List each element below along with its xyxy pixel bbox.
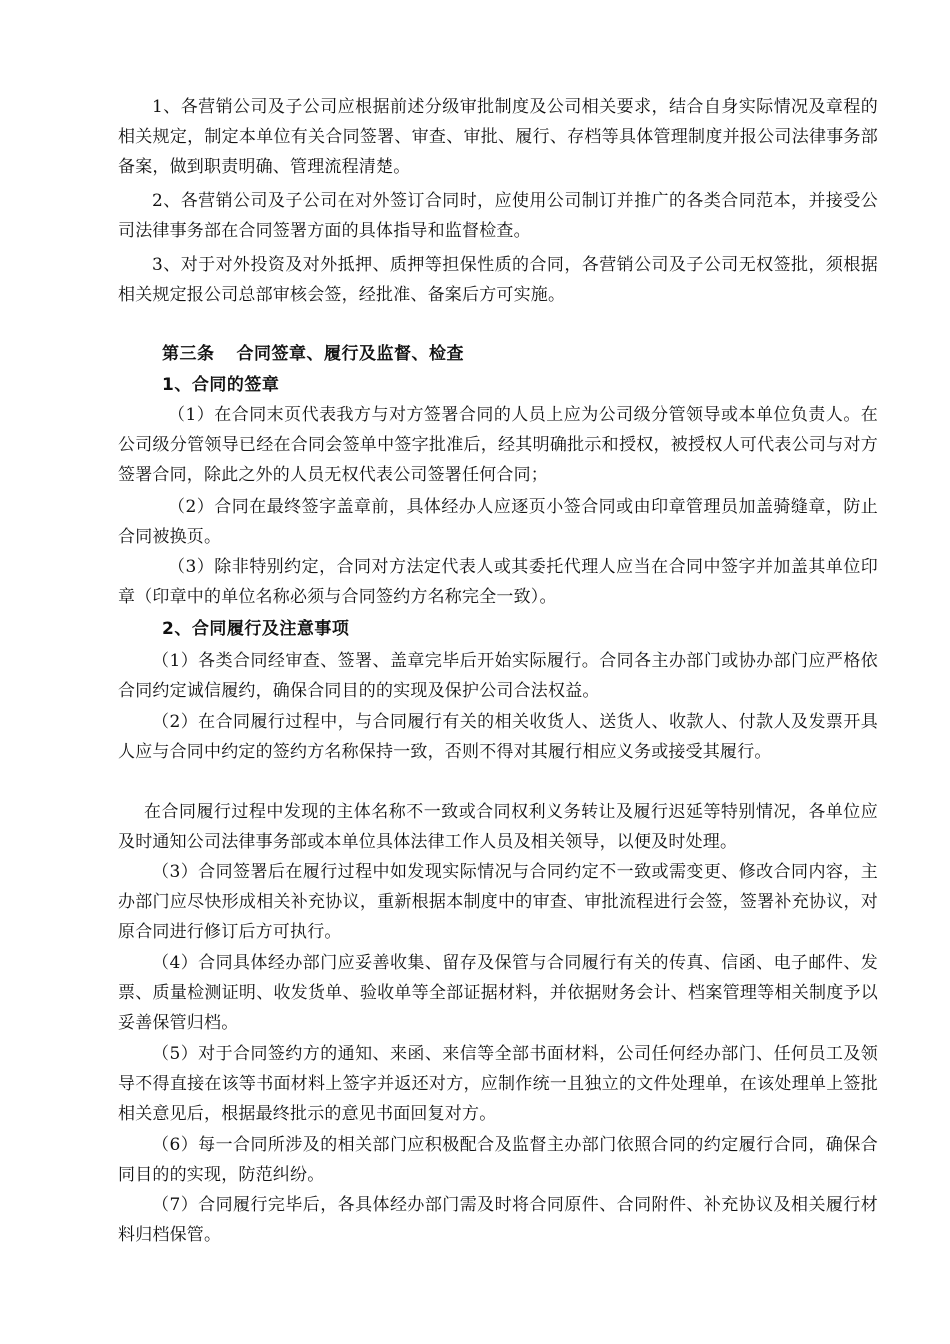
paragraph-department-cooperation: （6）每一合同所涉及的相关部门应积极配合及监督主办部门依照合同的约定履行合同，确保合同目的的实现，防范纠纷。: [118, 1135, 878, 1185]
paragraph-page-initials: （2）合同在最终签字盖章前，具体经办人应逐页小签合同或由印章管理员加盖骑缝章，防止合同被换页。: [118, 497, 878, 547]
paragraph-contract-templates: 2、各营销公司及子公司在对外签订合同时，应使用公司制订并推广的各类合同范本，并接受公司法律事务部在合同签署方面的具体指导和监督检查。: [118, 191, 878, 241]
paragraph-counterparty-seal: （3）除非特别约定，合同对方法定代表人或其委托代理人应当在合同中签字并加盖其单位印章（印章中的单位名称必须与合同签约方名称完全一致）。: [118, 557, 878, 607]
paragraph-completion-archiving: （7）合同履行完毕后，各具体经办部门需及时将合同原件、合同附件、补充协议及相关履行材料归档保管。: [118, 1195, 878, 1245]
article-title: 合同签章、履行及监督、检查: [236, 344, 464, 364]
paragraph-performance-start: （1）各类合同经审查、签署、盖章完毕后开始实际履行。合同各主办部门或协办部门应严格依合同约定诚信履约，确保合同目的的实现及保护公司合法权益。: [118, 651, 878, 701]
paragraph-party-consistency: （2）在合同履行过程中，与合同履行有关的相关收货人、送货人、收款人、付款人及发票开具人应与合同中约定的签约方名称保持一致，否则不得对其履行相应义务或接受其履行。: [118, 712, 878, 762]
paragraph-management-rules: 1、各营销公司及子公司应根据前述分级审批制度及公司相关要求，结合自身实际情况及章程的相关规定，制定本单位有关合同签署、审查、审批、履行、存档等具体管理制度并报公司法律事务部备案，做到职责明确、管理流程清楚。: [118, 97, 878, 177]
paragraph-special-circumstances: 在合同履行过程中发现的主体名称不一致或合同权利义务转让及履行迟延等特别情况，各单位应及时通知公司法律事务部或本单位具体法律工作人员及相关领导，以便及时处理。: [118, 802, 878, 852]
paragraph-written-materials: （5）对于合同签约方的通知、来函、来信等全部书面材料，公司任何经办部门、任何员工及领导不得直接在该等书面材料上签字并返还对方，应制作统一且独立的文件处理单，在该处理单上签批相关意见后，根据最终批示的意见书面回复对方。: [118, 1044, 878, 1124]
paragraph-investment-guarantee: 3、对于对外投资及对外抵押、质押等担保性质的合同，各营销公司及子公司无权签批，须根据相关规定报公司总部审核会签，经批准、备案后方可实施。: [118, 255, 878, 305]
article-heading: [162, 340, 464, 368]
paragraph-signatory: （1）在合同末页代表我方与对方签署合同的人员上应为公司级分管领导或本单位负责人。在公司级分管领导已经在合同会签单中签字批准后，经其明确批示和授权，被授权人可代表公司与对方签署合同，除此之外的人员无权代表公司签署任何合同；: [118, 405, 878, 485]
subsection-heading-signature: 1、合同的签章: [162, 375, 280, 395]
article-number: 第三条: [162, 344, 215, 364]
paragraph-evidence-archiving: （4）合同具体经办部门应妥善收集、留存及保管与合同履行有关的传真、信函、电子邮件、发票、质量检测证明、收发货单、验收单等全部证据材料，并依据财务会计、档案管理等相关制度予以妥善保管归档。: [118, 953, 878, 1033]
paragraph-contract-amendment: （3）合同签署后在履行过程中如发现实际情况与合同约定不一致或需变更、修改合同内容，主办部门应尽快形成相关补充协议，重新根据本制度中的审查、审批流程进行会签，签署补充协议，对原合同进行修订后方可执行。: [118, 862, 878, 942]
subsection-heading-performance: 2、合同履行及注意事项: [162, 619, 350, 639]
